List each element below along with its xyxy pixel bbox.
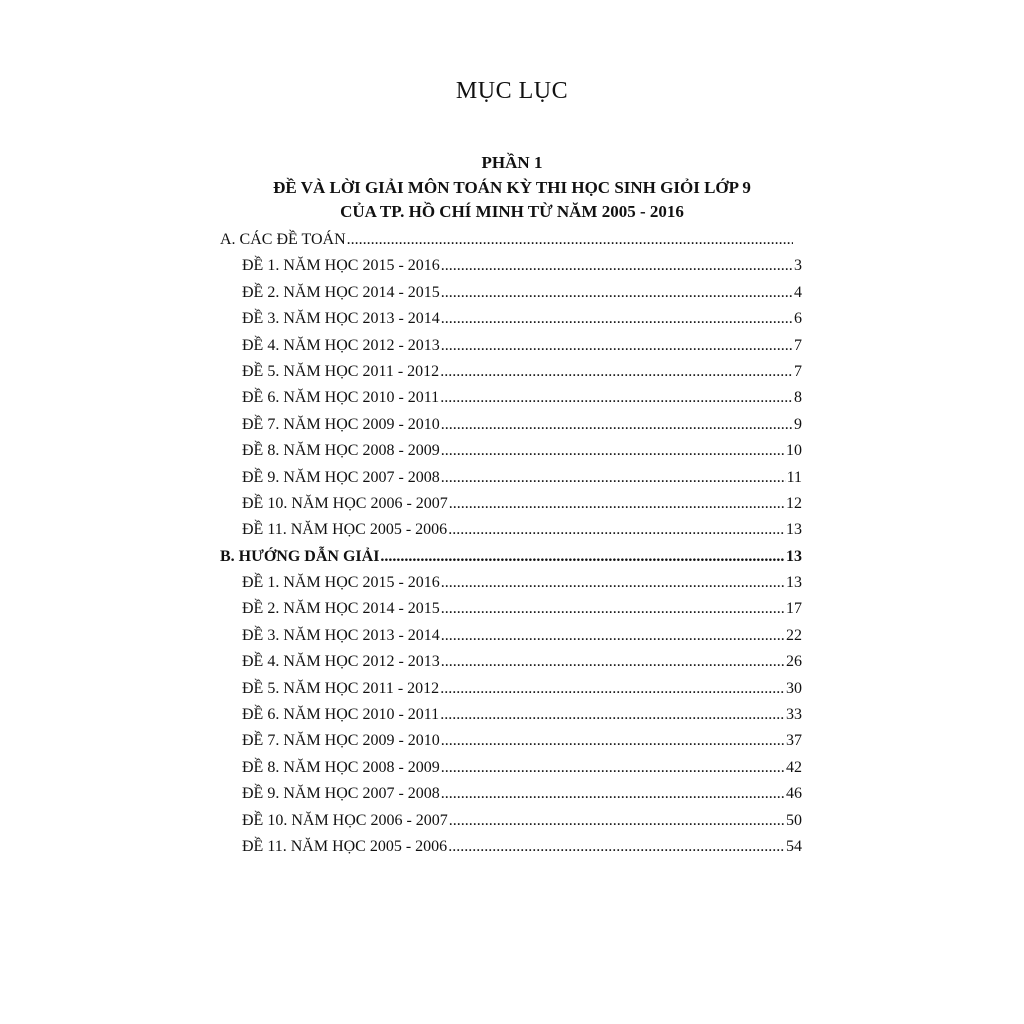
toc-leader-dots (441, 280, 793, 306)
toc-entry[interactable] (220, 491, 802, 517)
toc-entry-page: 4 (794, 283, 802, 301)
toc-entry[interactable] (220, 438, 802, 464)
toc-entry-page: 13 (786, 521, 802, 539)
toc-section-page: 13 (786, 547, 802, 565)
toc-entry-label: ĐỀ 5. NĂM HỌC 2011 - 2012 (242, 362, 440, 380)
toc-entry-page: 42 (786, 758, 802, 776)
toc-entry[interactable] (220, 702, 802, 728)
toc-entry-page: 37 (786, 732, 802, 750)
toc-entry-label: ĐỀ 6. NĂM HỌC 2010 - 2011 (242, 389, 440, 407)
toc-entry-page: 3 (794, 257, 802, 275)
toc-entry-label: ĐỀ 8. NĂM HỌC 2008 - 2009 (242, 758, 440, 776)
part-subtitle-2: CỦA TP. HỒ CHÍ MINH TỪ NĂM 2005 - 2016 (340, 202, 684, 221)
toc-leader-dots (441, 333, 793, 359)
toc-entry[interactable] (220, 755, 802, 781)
toc-entry[interactable] (220, 808, 802, 834)
toc-entry-page: 7 (794, 362, 802, 380)
toc-entry[interactable] (220, 728, 802, 754)
toc-leader-dots (441, 755, 785, 781)
toc-leader-dots (441, 438, 785, 464)
toc-leader-dots (441, 465, 786, 491)
toc-entry-page: 10 (786, 442, 802, 460)
toc-leader-dots (441, 649, 785, 675)
toc-entry-label: ĐỀ 11. NĂM HỌC 2005 - 2006 (242, 837, 448, 855)
toc-section-label: A. CÁC ĐỀ TOÁN (220, 231, 346, 248)
toc-entry[interactable] (220, 517, 802, 543)
toc-entry[interactable] (220, 781, 802, 807)
toc-section[interactable] (220, 227, 802, 253)
toc-leader-dots (441, 306, 793, 332)
part-number: PHẦN 1 (481, 153, 543, 172)
toc-entry-label: ĐỀ 9. NĂM HỌC 2007 - 2008 (242, 785, 440, 803)
toc-leader-dots (441, 728, 785, 754)
toc-leader-dots (441, 781, 785, 807)
toc-entry[interactable] (220, 649, 802, 675)
toc-entry-label: ĐỀ 4. NĂM HỌC 2012 - 2013 (242, 336, 440, 354)
toc-leader-dots (347, 227, 793, 253)
toc-entry-page: 9 (794, 415, 802, 433)
toc-entry-page: 12 (786, 494, 802, 512)
toc-entry-label: ĐỀ 6. NĂM HỌC 2010 - 2011 (242, 706, 440, 724)
page-title: MỤC LỤC (455, 78, 569, 104)
toc-entry-label: ĐỀ 9. NĂM HỌC 2007 - 2008 (242, 468, 440, 486)
toc-entry-label: ĐỀ 7. NĂM HỌC 2009 - 2010 (242, 415, 440, 433)
toc-entry[interactable] (220, 676, 802, 702)
toc-leader-dots (380, 544, 785, 570)
toc-entry-label: ĐỀ 1. NĂM HỌC 2015 - 2016 (242, 574, 440, 592)
toc-leader-dots (440, 676, 785, 702)
toc-entry-label: ĐỀ 8. NĂM HỌC 2008 - 2009 (242, 442, 440, 460)
toc-entry-label: ĐỀ 2. NĂM HỌC 2014 - 2015 (242, 283, 440, 301)
toc-entry[interactable] (220, 834, 802, 860)
toc-leader-dots (440, 702, 785, 728)
part-subtitle: ĐỀ VÀ LỜI GIẢI MÔN TOÁN KỲ THI HỌC SINH GIỎI LỚP 9 (273, 178, 751, 197)
toc-entry[interactable] (220, 306, 802, 332)
toc-entry-label: ĐỀ 4. NĂM HỌC 2012 - 2013 (242, 653, 440, 671)
toc-leader-dots (441, 623, 785, 649)
toc-entry-page: 50 (786, 811, 802, 829)
toc-entry[interactable] (220, 623, 802, 649)
toc-entry[interactable] (220, 570, 802, 596)
toc-leader-dots (441, 412, 793, 438)
toc-entry-page: 6 (794, 310, 802, 328)
toc-entry-page: 7 (794, 336, 802, 354)
toc-entry-page: 54 (786, 837, 802, 855)
toc-entry-label: ĐỀ 3. NĂM HỌC 2013 - 2014 (242, 626, 440, 644)
toc-leader-dots (448, 517, 785, 543)
toc-entry-label: ĐỀ 10. NĂM HỌC 2006 - 2007 (242, 494, 448, 512)
table-of-contents (220, 227, 802, 860)
toc-section[interactable] (220, 544, 802, 570)
toc-entry[interactable] (220, 359, 802, 385)
toc-leader-dots (449, 808, 785, 834)
toc-leader-dots (448, 834, 785, 860)
toc-entry-page: 17 (786, 600, 802, 618)
toc-entry-label: ĐỀ 7. NĂM HỌC 2009 - 2010 (242, 732, 440, 750)
toc-entry-label: ĐỀ 1. NĂM HỌC 2015 - 2016 (242, 257, 440, 275)
toc-entry-page: 13 (786, 574, 802, 592)
toc-section-label: B. HƯỚNG DẪN GIẢI (220, 547, 380, 565)
toc-entry[interactable] (220, 253, 802, 279)
toc-entry-label: ĐỀ 5. NĂM HỌC 2011 - 2012 (242, 679, 440, 697)
toc-leader-dots (441, 570, 785, 596)
toc-entry-label: ĐỀ 3. NĂM HỌC 2013 - 2014 (242, 310, 440, 328)
toc-entry[interactable] (220, 465, 802, 491)
toc-entry[interactable] (220, 280, 802, 306)
toc-entry-page: 26 (786, 653, 802, 671)
toc-entry-page: 46 (786, 785, 802, 803)
toc-entry-page: 30 (786, 679, 802, 697)
toc-leader-dots (441, 596, 785, 622)
toc-leader-dots (440, 385, 793, 411)
toc-entry-page: 33 (786, 706, 802, 724)
toc-entry-label: ĐỀ 2. NĂM HỌC 2014 - 2015 (242, 600, 440, 618)
toc-entry-page: 11 (786, 468, 802, 486)
toc-leader-dots (449, 491, 785, 517)
toc-leader-dots (440, 359, 793, 385)
toc-leader-dots (441, 253, 793, 279)
toc-entry-label: ĐỀ 10. NĂM HỌC 2006 - 2007 (242, 811, 448, 829)
toc-entry[interactable] (220, 333, 802, 359)
toc-entry[interactable] (220, 412, 802, 438)
toc-entry[interactable] (220, 385, 802, 411)
toc-entry[interactable] (220, 596, 802, 622)
toc-entry-label: ĐỀ 11. NĂM HỌC 2005 - 2006 (242, 521, 448, 539)
toc-entry-page: 8 (794, 389, 802, 407)
toc-entry-page: 22 (786, 626, 802, 644)
